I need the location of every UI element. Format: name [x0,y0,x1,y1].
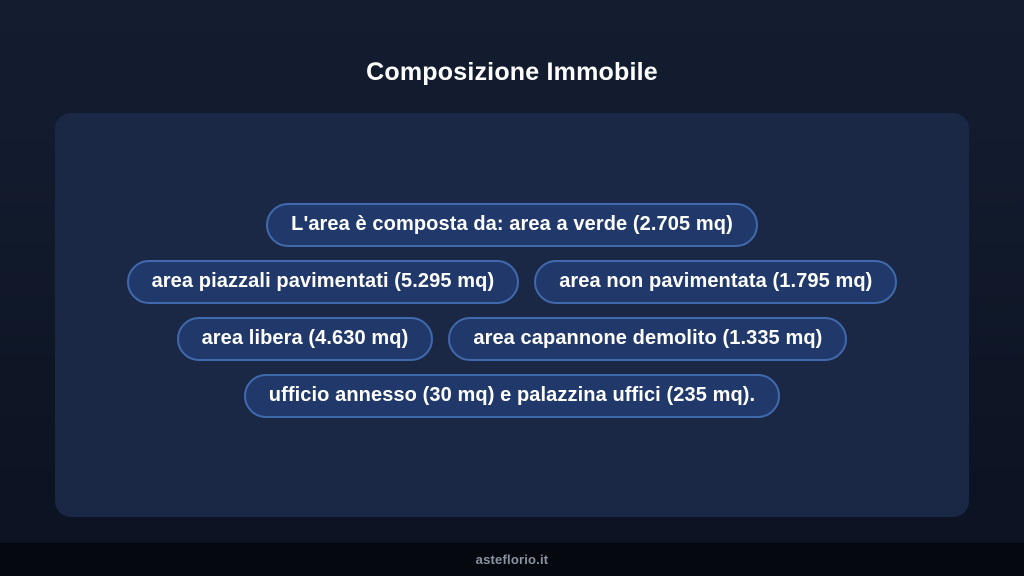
area-capannone-demolito-badge: area capannone demolito (1.335 mq) [448,317,847,361]
ufficio-annesso-palazzina-badge: ufficio annesso (30 mq) e palazzina uffici (235 mq). [244,374,780,418]
site-name: asteflorio.it [475,552,549,567]
area-non-pavimentata-badge: area non pavimentata (1.795 mq) [534,260,897,304]
area-libera-badge: area libera (4.630 mq) [177,317,434,361]
pill-row-3 [177,317,848,361]
pill-row-1 [266,203,758,247]
footer-bar [0,543,1024,576]
area-piazzali-pavimentati-badge: area piazzali pavimentati (5.295 mq) [127,260,520,304]
page-title: Composizione Immobile [366,58,658,86]
pill-row-2 [127,260,898,304]
area-verde-badge: L'area è composta da: area a verde (2.705 mq) [266,203,758,247]
pill-row-4 [244,374,780,418]
composition-panel [55,113,969,517]
